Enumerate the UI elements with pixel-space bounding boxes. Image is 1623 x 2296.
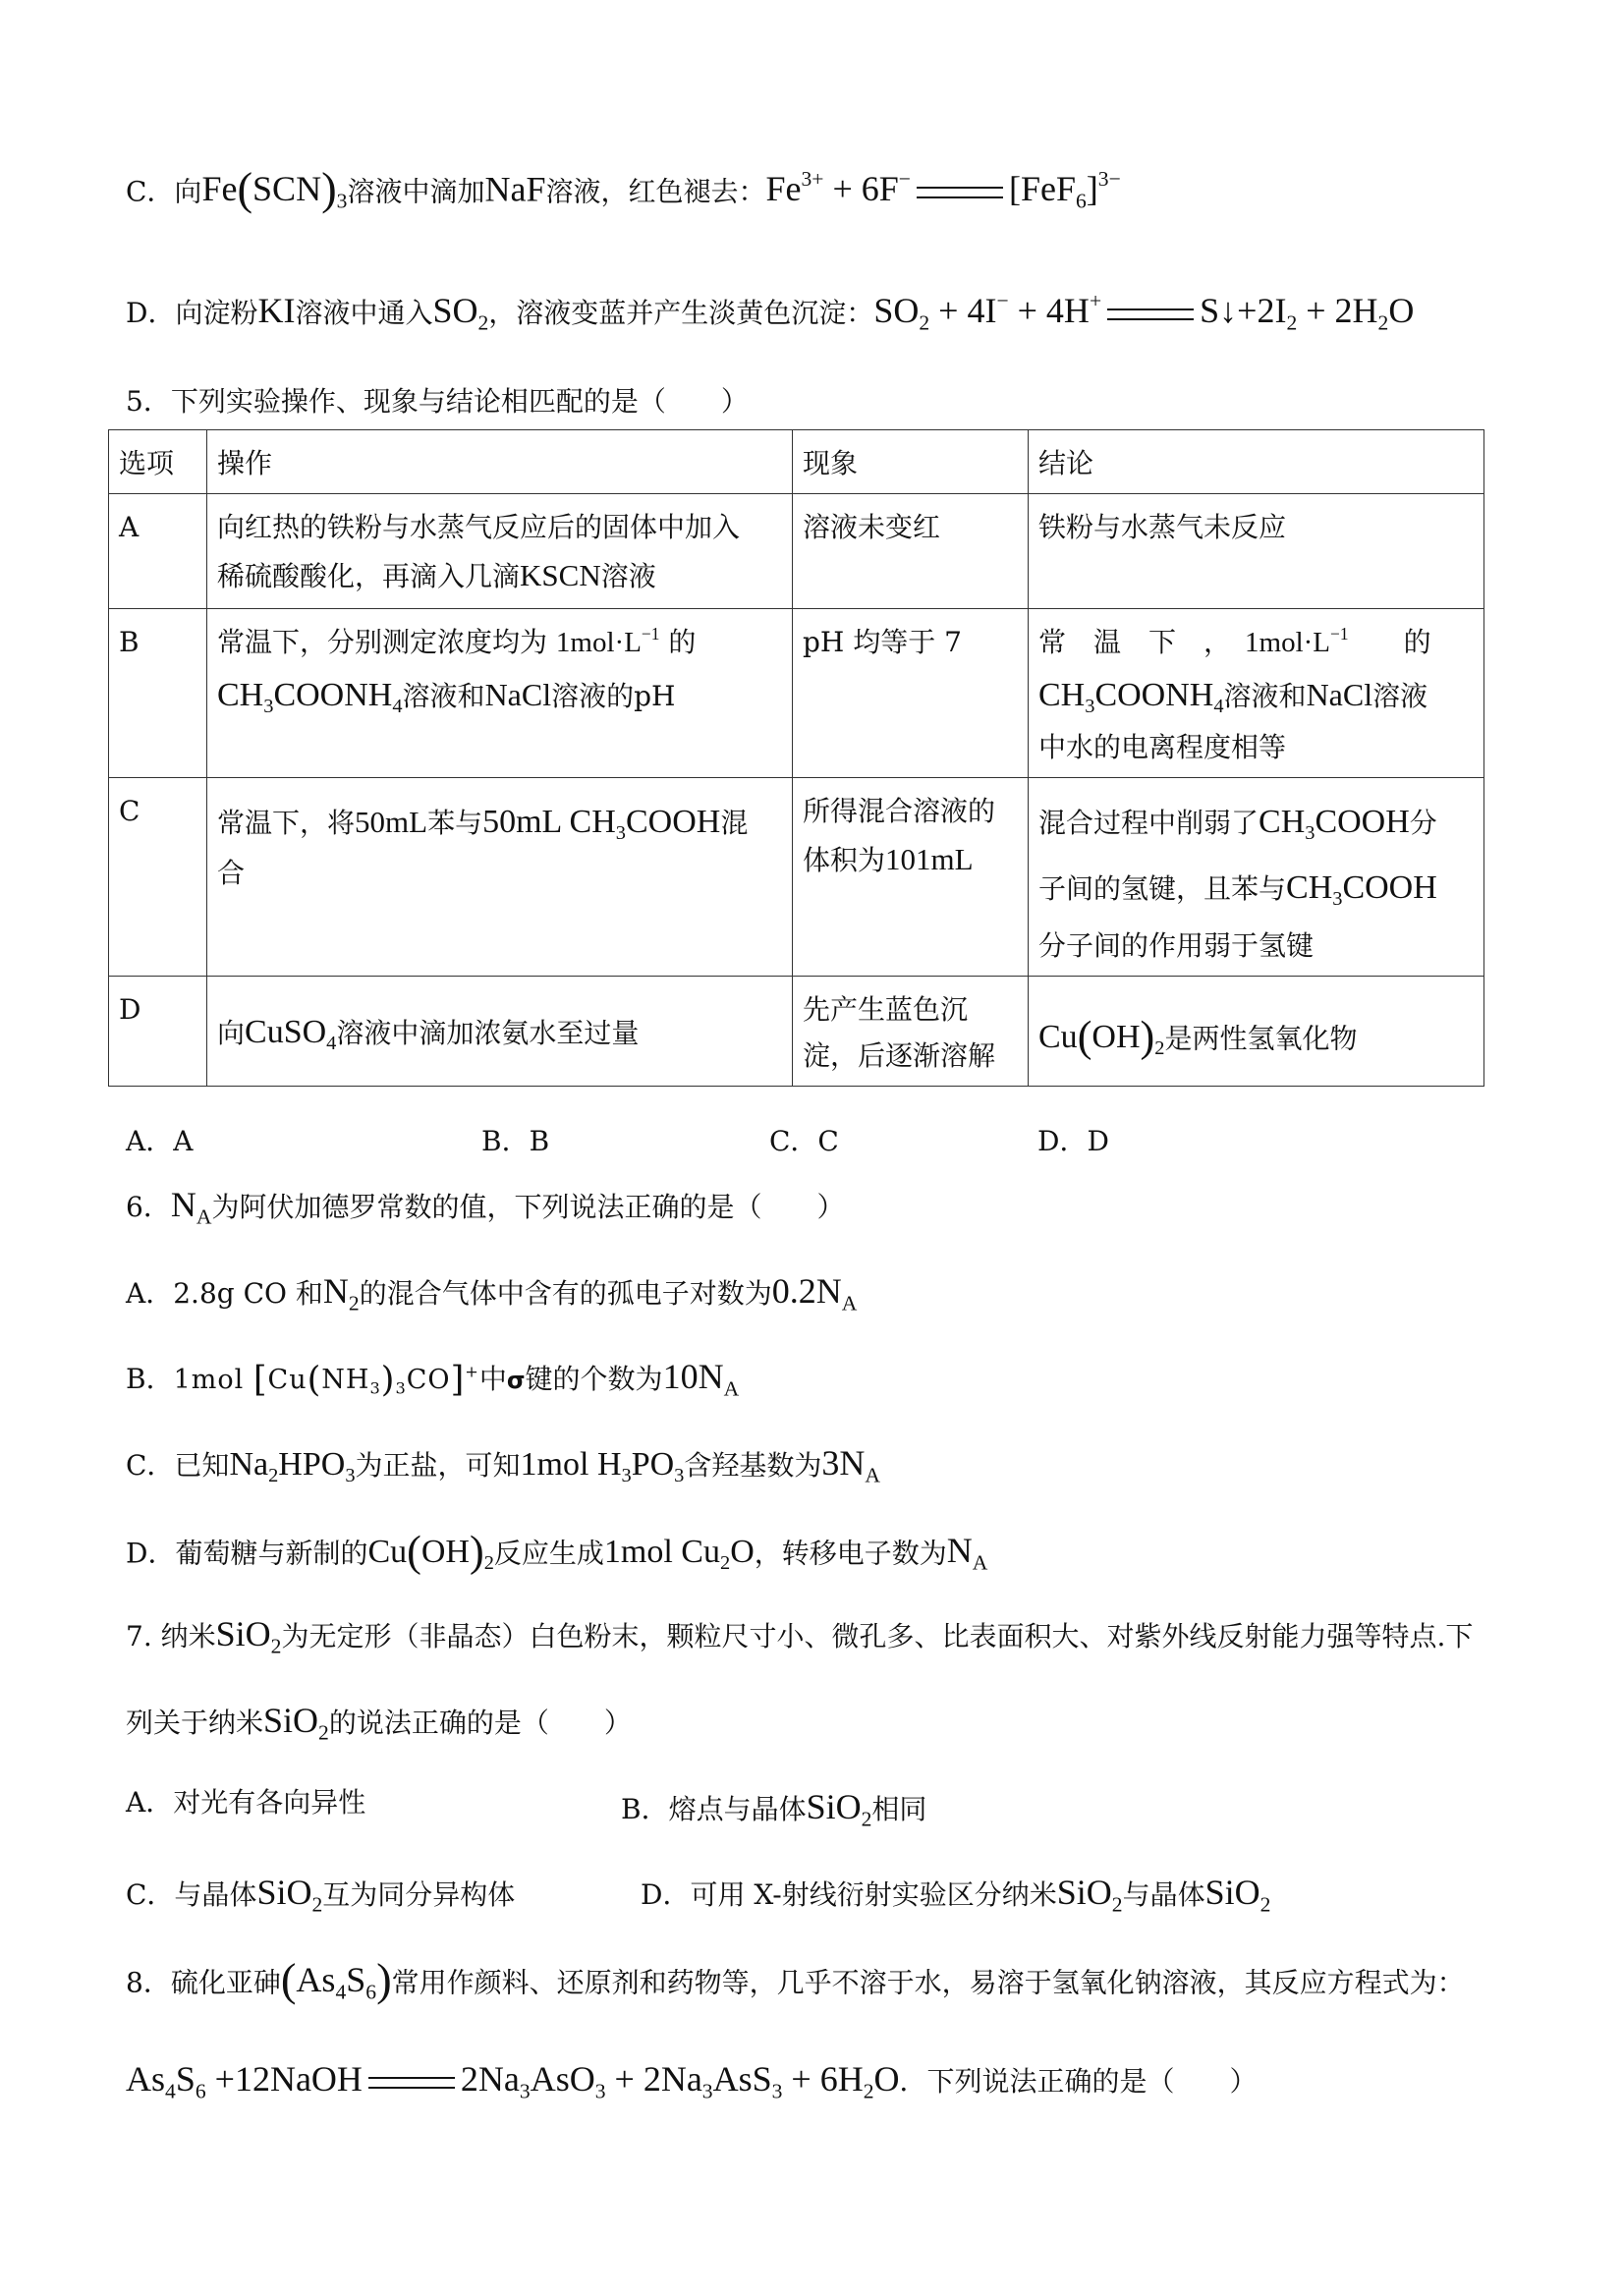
q6-option-d[interactable]: D．葡萄糖与新制的$Cu(OH)_2$反应生成1mol $Cu_2O$，转移电子数为$N_A$ bbox=[126, 1528, 988, 1576]
q4-option-d: D．向淀粉KI溶液中通入$SO_2$，溶液变蓝并产生淡黄色沉淀：$SO_2 + 4I^- + 4H^+$ $S↓+2I_2 + 2H_2O$ bbox=[126, 288, 1415, 335]
q4-option-c: C．向$Fe(SCN)_3$溶液中滴加NaF溶液，红色褪去：$Fe^{3+} + 6F^-$ $[FeF_6]^{3-}$ bbox=[126, 164, 1121, 215]
equation: $SO_2 + 4I^- + 4H^+$ $S↓+2I_2 + 2H_2O$ bbox=[873, 288, 1415, 335]
formula: $Fe(SCN)_3$ bbox=[201, 164, 348, 215]
q7-option-b[interactable]: B．熔点与晶体SiO$_2$相同 bbox=[621, 1787, 927, 1831]
q7-option-a[interactable]: A．对光有各向异性 bbox=[126, 1786, 366, 1819]
q8-stem-line2: $As_4S_6$ +12NaOH $2Na_3AsO_3 + 2Na_3AsS_3 + 6H_2O$．下列说法正确的是（ ） bbox=[126, 2059, 1258, 2103]
q7-option-c[interactable]: C．与晶体SiO$_2$互为同分异构体 bbox=[126, 1873, 516, 1917]
option-a[interactable]: A．A bbox=[126, 1125, 194, 1157]
q7-stem-line2: 列关于纳米SiO$_2$的说法正确的是（ ） bbox=[126, 1701, 632, 1745]
equation: $Fe^{3+} + 6F^-$ $[FeF_6]^{3-}$ bbox=[765, 167, 1121, 213]
option-c[interactable]: C．C bbox=[769, 1125, 839, 1157]
q7-option-d[interactable]: D．可用 X-射线衍射实验区分纳米SiO$_2$与晶体SiO$_2$ bbox=[641, 1873, 1271, 1917]
q8-stem-line1: 8．硫化亚砷$(As_4S_6)$常用作颜料、还原剂和药物等，几乎不溶于水，易溶于氢氧化钠溶液，其反应方程式为： bbox=[126, 1955, 1465, 2006]
equation: $As_4S_6$ +12NaOH $2Na_3AsO_3 + 2Na_3AsS_3 + 6H_2O$ bbox=[126, 2059, 900, 2103]
formula: NaF bbox=[484, 169, 546, 209]
table-row-a: A 向红热的铁粉与水蒸气反应后的固体中加入 稀硫酸酸化，再滴入几滴KSCN溶液 溶液未变红 铁粉与水蒸气未反应 bbox=[109, 493, 1484, 608]
table-row-c: C 常温下，将50mL苯与50mL $CH_3COOH$混 合 所得混合溶液的 体积为101mL 混合过程中削弱了$CH_3COOH$分 子间的氢键，且苯与$CH_3COOH$ 分子间的作用弱于氢键 bbox=[109, 777, 1484, 976]
q5-stem: 5．下列实验操作、现象与结论相匹配的是（ ） bbox=[126, 385, 749, 418]
q6-option-b[interactable]: B．1mol $[Cu(NH_3)_3CO]^+$中σ键的个数为$10N_A$ bbox=[126, 1357, 740, 1401]
table-row-d: D 向CuSO$_4$溶液中滴加浓氨水至过量 先产生蓝色沉 淀，后逐渐溶解 $Cu(OH)_2$是两性氢氧化物 bbox=[109, 976, 1484, 1086]
q7-stem-line1: 7. 纳米SiO$_2$为无定形（非晶态）白色粉末，颗粒尺寸小、微孔多、比表面积大、对紫外线反射能力强等特点.下 bbox=[126, 1614, 1474, 1658]
q6-option-a[interactable]: A．2.8g CO 和$N_2$的混合气体中含有的孤电子对数为$0.2N_A$ bbox=[126, 1271, 858, 1316]
q6-stem: 6．$N_A$为阿伏加德罗常数的值，下列说法正确的是（ ） bbox=[126, 1185, 845, 1229]
q6-option-c[interactable]: C．已知$Na_2HPO_3$为正盐，可知1mol $H_3PO_3$含羟基数为$3N_A$ bbox=[126, 1443, 880, 1487]
q5-options bbox=[126, 1120, 1403, 1159]
table-header: 选项 操作 现象 结论 bbox=[109, 430, 1484, 494]
option-b[interactable]: B．B bbox=[481, 1125, 550, 1157]
option-d[interactable]: D．D bbox=[1037, 1125, 1109, 1157]
q5-table bbox=[108, 429, 1484, 1087]
table-row-b: B 常温下，分别测定浓度均为 $1mol\cdot L^{-1}$ 的 $CH_3COONH_4$溶液和NaCl溶液的pH pH 均等于 7 常 温 下 ， $1mol\cdot L^{-1}$ 的 $CH_3COONH_4$溶液和NaCl溶液 中水的电离程度相等 bbox=[109, 608, 1484, 777]
